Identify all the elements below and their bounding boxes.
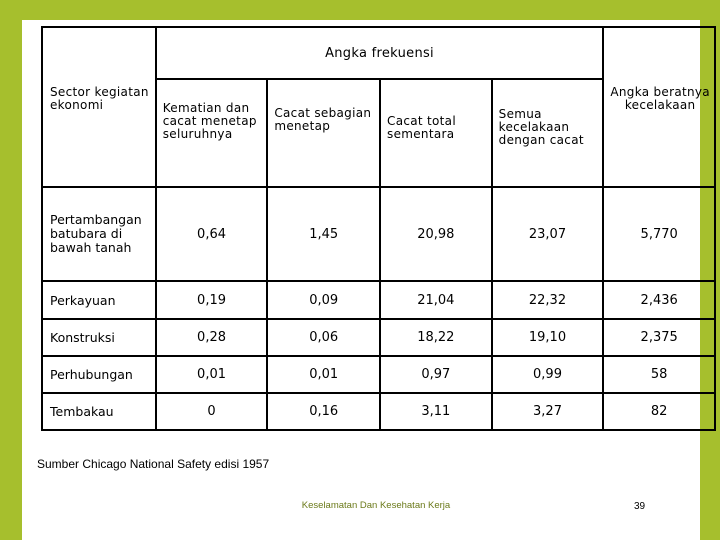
- cell-value: 0,16: [267, 393, 380, 430]
- group-header-angka-frekuensi: Angka frekuensi: [156, 27, 604, 79]
- row-label-perhubungan: Perhubungan: [42, 356, 156, 393]
- source-note: Sumber Chicago National Safety edisi 1957: [37, 457, 270, 471]
- cell-value: 0: [156, 393, 268, 430]
- cell-value: 0,64: [156, 187, 268, 281]
- row-label-perkayuan: Perkayuan: [42, 281, 156, 319]
- column-header-severity: Angka beratnya kecelakaan: [603, 79, 715, 187]
- cell-value: 3,27: [492, 393, 604, 430]
- cell-value: 18,22: [380, 319, 492, 356]
- cell-value: 0,06: [267, 319, 380, 356]
- accident-frequency-table: [41, 26, 716, 431]
- column-header-temporary-total: Cacat total sementara: [380, 79, 492, 187]
- cell-value: 58: [603, 356, 715, 393]
- cell-value: 0,97: [380, 356, 492, 393]
- cell-value: 23,07: [492, 187, 604, 281]
- cell-value: 22,32: [492, 281, 604, 319]
- column-header-partial-permanent: Cacat sebagian menetap: [267, 79, 380, 187]
- cell-value: 2,436: [603, 281, 715, 319]
- row-label-tembakau: Tembakau: [42, 393, 156, 430]
- cell-value: 0,01: [156, 356, 268, 393]
- column-header-fatal-permanent: Kematian dan cacat menetap seluruhnya: [156, 79, 268, 187]
- page-number: 39: [634, 501, 646, 512]
- cell-value: 3,11: [380, 393, 492, 430]
- cell-value: 0,99: [492, 356, 604, 393]
- cell-value: 19,10: [492, 319, 604, 356]
- column-header-all-accidents: Semua kecelakaan dengan cacat: [492, 79, 604, 187]
- sector-header: Sector kegiatan ekonomi: [42, 79, 156, 187]
- row-label-konstruksi: Konstruksi: [42, 319, 156, 356]
- cell-value: 0,01: [267, 356, 380, 393]
- cell-value: 5,770: [603, 187, 715, 281]
- cell-value: 21,04: [380, 281, 492, 319]
- cell-value: 0,28: [156, 319, 268, 356]
- slide: [22, 20, 710, 540]
- cell-value: 1,45: [267, 187, 380, 281]
- cell-value: 2,375: [603, 319, 715, 356]
- sector-header-top: [42, 27, 156, 79]
- row-label-mining: Pertambangan batubara di bawah tanah: [42, 187, 156, 281]
- cell-value: 82: [603, 393, 715, 430]
- cell-value: 0,09: [267, 281, 380, 319]
- cell-value: 0,19: [156, 281, 268, 319]
- cell-value: 20,98: [380, 187, 492, 281]
- footer-text: Keselamatan Dan Kesehatan Kerja: [301, 500, 451, 511]
- severity-header-top: [603, 27, 715, 79]
